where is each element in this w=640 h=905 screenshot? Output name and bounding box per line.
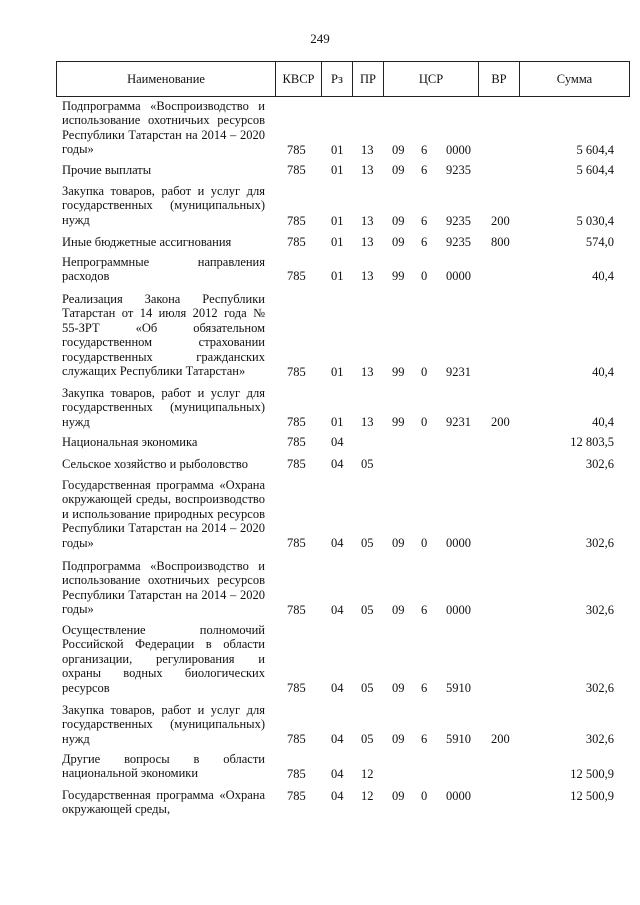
- row-name: Подпрограмма «Воспроизводство и использование охотничьих ресурсов Республики Татарстан на 2014 – 2020 годы»: [62, 559, 265, 617]
- row-csr-subprogram: 6: [421, 214, 428, 228]
- row-vr: 200: [491, 732, 510, 746]
- table-row: [0, 163, 640, 177]
- row-csr-program: 99: [392, 365, 405, 379]
- table-row: [0, 386, 640, 429]
- row-rz: 04: [331, 789, 344, 803]
- table-row: [0, 235, 640, 249]
- row-name: Национальная экономика: [62, 435, 198, 449]
- row-name: Иные бюджетные ассигнования: [62, 235, 232, 249]
- row-pr: 13: [361, 143, 374, 157]
- table-row: [0, 559, 640, 617]
- row-rz: 04: [331, 767, 344, 781]
- row-rz: 04: [331, 603, 344, 617]
- row-csr-subprogram: 0: [421, 365, 428, 379]
- header-rz: Рз: [331, 72, 343, 86]
- row-kvsr: 785: [287, 435, 306, 449]
- row-name: Государственная программа «Охрана окружающей среды, воспроизводство и использование природных ресурсов Республики Татарстан на 2014 – 2020 годы»: [62, 478, 265, 550]
- row-csr-direction: 0000: [446, 536, 471, 550]
- row-pr: 05: [361, 536, 374, 550]
- row-csr-subprogram: 6: [421, 235, 428, 249]
- row-name: Закупка товаров, работ и услуг для государственных (муниципальных) нужд: [62, 703, 265, 746]
- row-kvsr: 785: [287, 732, 306, 746]
- row-name: Закупка товаров, работ и услуг для государственных (муниципальных) нужд: [62, 386, 265, 429]
- row-csr-subprogram: 6: [421, 681, 428, 695]
- row-csr-direction: 9235: [446, 163, 471, 177]
- row-name: Государственная программа «Охрана окружающей среды,: [62, 788, 265, 817]
- row-name: Прочие выплаты: [62, 163, 152, 177]
- row-csr-direction: 9231: [446, 415, 471, 429]
- table-row: [0, 457, 640, 471]
- row-name: Реализация Закона Республики Татарстан от 14 июля 2012 года № 55-ЗРТ «Об обязательном государственном страховании государственных гражданских служащих Республики Татарстан»: [62, 292, 265, 379]
- header-vr: ВР: [491, 72, 507, 86]
- row-name: Подпрограмма «Воспроизводство и использование охотничьих ресурсов Республики Татарстан на 2014 – 2020 годы»: [62, 99, 265, 157]
- row-name: Сельское хозяйство и рыболовство: [62, 457, 248, 471]
- row-csr-program: 09: [392, 732, 405, 746]
- header-name: Наименование: [127, 72, 205, 86]
- table-row: [0, 255, 640, 283]
- row-name: Непрограммные направления расходов: [62, 255, 265, 284]
- row-sum: 302,6: [585, 681, 614, 695]
- table-row: [0, 703, 640, 746]
- table-row: [0, 623, 640, 695]
- row-csr-subprogram: 0: [421, 789, 428, 803]
- row-csr-program: 09: [392, 789, 405, 803]
- row-sum: 5 030,4: [576, 214, 614, 228]
- row-sum: 302,6: [585, 603, 614, 617]
- row-sum: 5 604,4: [576, 143, 614, 157]
- row-rz: 01: [331, 163, 344, 177]
- row-csr-program: 99: [392, 415, 405, 429]
- table-row: [0, 788, 640, 817]
- row-csr-subprogram: 6: [421, 732, 428, 746]
- row-kvsr: 785: [287, 269, 306, 283]
- row-rz: 01: [331, 143, 344, 157]
- row-sum: 12 500,9: [570, 767, 614, 781]
- row-kvsr: 785: [287, 789, 306, 803]
- row-pr: 13: [361, 415, 374, 429]
- row-kvsr: 785: [287, 235, 306, 249]
- row-kvsr: 785: [287, 536, 306, 550]
- row-vr: 200: [491, 415, 510, 429]
- row-pr: 05: [361, 732, 374, 746]
- row-rz: 04: [331, 536, 344, 550]
- table-row: [0, 478, 640, 550]
- row-csr-program: 09: [392, 235, 405, 249]
- row-kvsr: 785: [287, 143, 306, 157]
- row-sum: 302,6: [585, 732, 614, 746]
- row-sum: 12 803,5: [570, 435, 614, 449]
- row-csr-program: 09: [392, 143, 405, 157]
- row-pr: 05: [361, 603, 374, 617]
- row-kvsr: 785: [287, 163, 306, 177]
- row-vr: 800: [491, 235, 510, 249]
- row-rz: 01: [331, 214, 344, 228]
- row-pr: 13: [361, 365, 374, 379]
- row-csr-program: 09: [392, 163, 405, 177]
- row-kvsr: 785: [287, 214, 306, 228]
- row-csr-direction: 0000: [446, 603, 471, 617]
- row-rz: 04: [331, 457, 344, 471]
- row-csr-subprogram: 0: [421, 536, 428, 550]
- row-csr-direction: 9231: [446, 365, 471, 379]
- header-sum: Сумма: [556, 72, 593, 86]
- row-name: Осуществление полномочий Российской Федерации в области организации, регулирования и охраны водных биологических ресурсов: [62, 623, 265, 695]
- row-csr-program: 09: [392, 603, 405, 617]
- row-sum: 40,4: [592, 365, 614, 379]
- row-pr: 12: [361, 767, 374, 781]
- row-csr-direction: 0000: [446, 269, 471, 283]
- row-kvsr: 785: [287, 681, 306, 695]
- row-rz: 01: [331, 365, 344, 379]
- row-pr: 13: [361, 163, 374, 177]
- row-pr: 05: [361, 681, 374, 695]
- header-pr: ПР: [360, 72, 376, 86]
- row-rz: 04: [331, 732, 344, 746]
- row-csr-direction: 0000: [446, 789, 471, 803]
- row-name: Другие вопросы в области национальной экономики: [62, 752, 265, 781]
- row-csr-subprogram: 6: [421, 603, 428, 617]
- row-sum: 40,4: [592, 269, 614, 283]
- row-csr-subprogram: 0: [421, 269, 428, 283]
- row-sum: 12 500,9: [570, 789, 614, 803]
- row-csr-direction: 5910: [446, 681, 471, 695]
- row-sum: 574,0: [585, 235, 614, 249]
- table-row: [0, 752, 640, 781]
- table-row: [0, 292, 640, 379]
- row-csr-subprogram: 6: [421, 163, 428, 177]
- row-kvsr: 785: [287, 603, 306, 617]
- row-rz: 01: [331, 235, 344, 249]
- row-name: Закупка товаров, работ и услуг для государственных (муниципальных) нужд: [62, 184, 265, 227]
- row-pr: 12: [361, 789, 374, 803]
- table-header: [56, 61, 630, 97]
- row-csr-direction: 9235: [446, 214, 471, 228]
- row-kvsr: 785: [287, 767, 306, 781]
- row-csr-program: 09: [392, 214, 405, 228]
- row-csr-direction: 9235: [446, 235, 471, 249]
- table-row: [0, 184, 640, 228]
- page-number: 249: [310, 31, 330, 46]
- row-csr-program: 09: [392, 536, 405, 550]
- row-vr: 200: [491, 214, 510, 228]
- row-csr-subprogram: 0: [421, 415, 428, 429]
- table-row: [0, 99, 640, 157]
- row-pr: 13: [361, 214, 374, 228]
- row-pr: 13: [361, 269, 374, 283]
- row-kvsr: 785: [287, 415, 306, 429]
- row-pr: 13: [361, 235, 374, 249]
- row-sum: 302,6: [585, 457, 614, 471]
- row-sum: 302,6: [585, 536, 614, 550]
- row-sum: 5 604,4: [576, 163, 614, 177]
- row-rz: 04: [331, 435, 344, 449]
- row-kvsr: 785: [287, 457, 306, 471]
- row-csr-direction: 5910: [446, 732, 471, 746]
- row-pr: 05: [361, 457, 374, 471]
- row-rz: 01: [331, 269, 344, 283]
- header-csr: ЦСР: [418, 72, 444, 86]
- row-rz: 04: [331, 681, 344, 695]
- row-sum: 40,4: [592, 415, 614, 429]
- row-csr-program: 09: [392, 681, 405, 695]
- row-csr-direction: 0000: [446, 143, 471, 157]
- table-row: [0, 435, 640, 449]
- row-csr-subprogram: 6: [421, 143, 428, 157]
- row-kvsr: 785: [287, 365, 306, 379]
- row-rz: 01: [331, 415, 344, 429]
- header-kvsr: КВСР: [282, 72, 315, 86]
- row-csr-program: 99: [392, 269, 405, 283]
